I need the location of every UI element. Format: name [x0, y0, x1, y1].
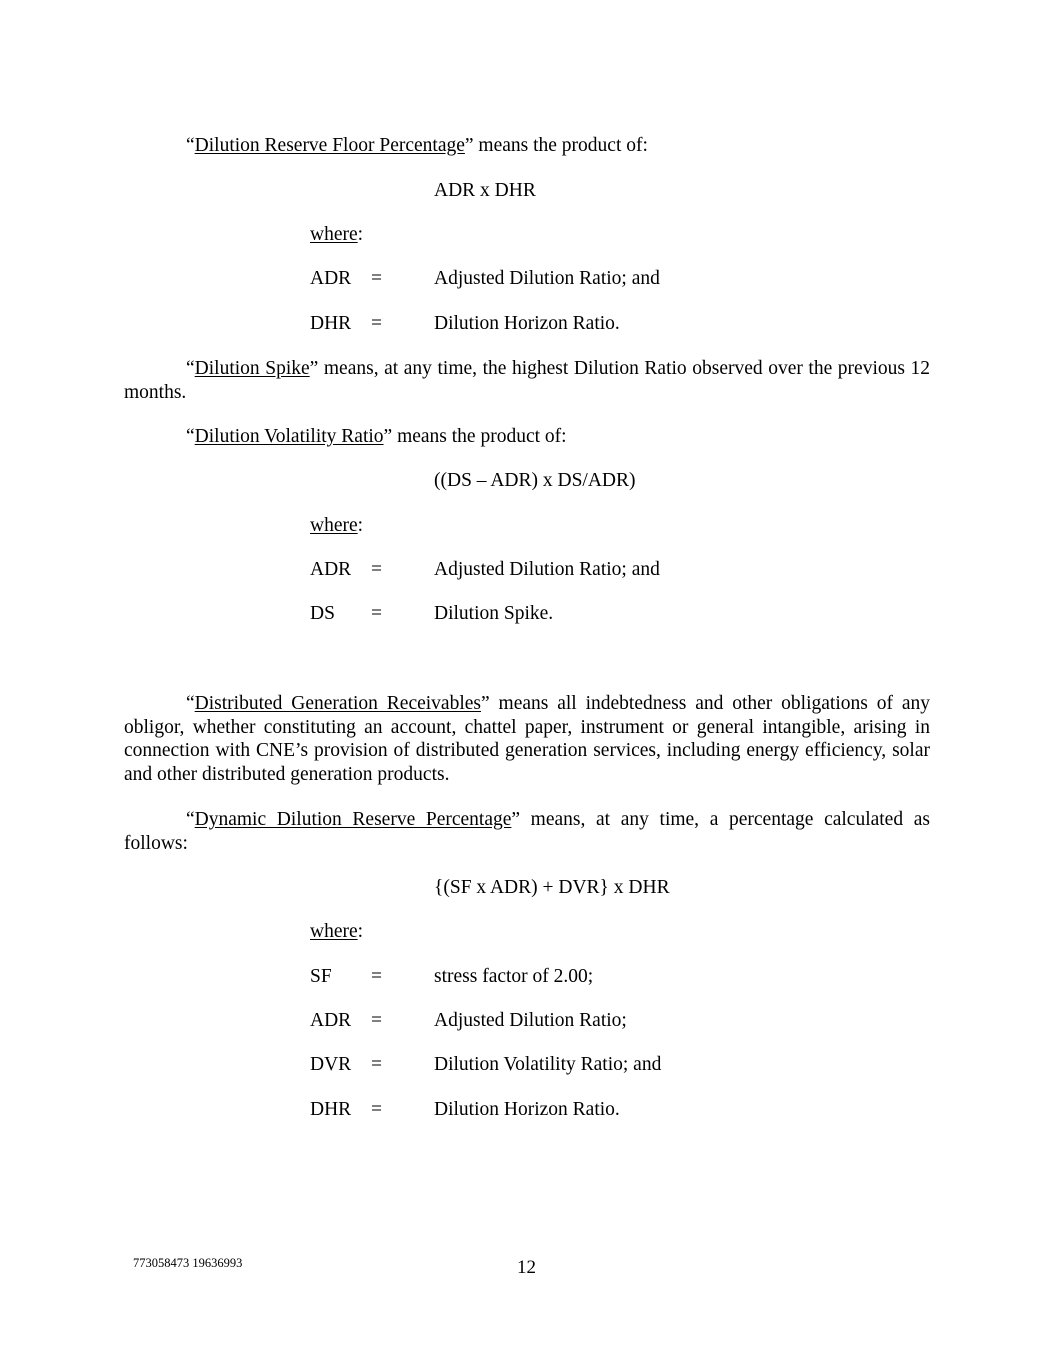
definition-dilution-volatility-ratio	[186, 425, 567, 449]
variable-symbol: DVR	[310, 1054, 352, 1075]
open-quote: “	[186, 135, 195, 156]
equals-sign: =	[371, 603, 382, 624]
document-id: 773058473 19636993	[133, 1256, 243, 1270]
formula-variable-row	[0, 558, 1055, 582]
defined-term: Dilution Spike	[194, 358, 310, 379]
definition-text: ” means, at any time, the highest Dilution Ratio observed over the previous 12 months.	[124, 358, 931, 403]
variable-symbol: ADR	[310, 1010, 352, 1031]
variable-symbol: DHR	[310, 1099, 352, 1120]
equals-sign: =	[371, 1054, 382, 1075]
formula-variable-row	[0, 312, 1055, 336]
open-quote: “	[186, 809, 195, 830]
where-label: where:	[310, 921, 364, 942]
variable-definition: Dilution Spike.	[434, 603, 554, 624]
formula: {(SF x ADR) + DVR} x DHR	[434, 877, 670, 898]
formula-variable-row	[0, 1098, 1055, 1122]
variable-definition: Adjusted Dilution Ratio; and	[434, 559, 660, 580]
definition-dilution-reserve-floor-percentage	[186, 134, 648, 158]
formula-variable-row	[0, 965, 1055, 989]
definition-dilution-spike	[124, 357, 930, 404]
variable-symbol: SF	[310, 966, 332, 987]
definition-text: ” means the product of:	[383, 426, 567, 447]
variable-definition: Adjusted Dilution Ratio;	[434, 1010, 627, 1031]
variable-definition: Adjusted Dilution Ratio; and	[434, 268, 660, 289]
where-label: where:	[310, 224, 364, 245]
equals-sign: =	[371, 1010, 382, 1031]
definition-distributed-generation-receivables	[124, 692, 930, 786]
definition-text: ” means the product of:	[464, 135, 648, 156]
formula: ((DS – ADR) x DS/ADR)	[434, 470, 636, 491]
formula-variable-row	[0, 267, 1055, 291]
defined-term: Dilution Reserve Floor Percentage	[194, 135, 465, 156]
definition-text: ” means, at any time, a percentage calculated as follows:	[124, 809, 930, 854]
open-quote: “	[186, 426, 195, 447]
page-number: 12	[517, 1257, 536, 1278]
equals-sign: =	[371, 313, 382, 334]
variable-definition: Dilution Horizon Ratio.	[434, 1099, 620, 1120]
variable-definition: Dilution Volatility Ratio; and	[434, 1054, 662, 1075]
variable-symbol: ADR	[310, 268, 352, 289]
open-quote: “	[186, 358, 195, 379]
where-label: where:	[310, 515, 364, 536]
formula-variable-row	[0, 1009, 1055, 1033]
equals-sign: =	[371, 268, 382, 289]
defined-term: Dilution Volatility Ratio	[194, 426, 384, 447]
formula-variable-row	[0, 602, 1055, 626]
defined-term: Dynamic Dilution Reserve Percentage	[194, 809, 512, 830]
defined-term: Distributed Generation Receivables	[194, 693, 481, 714]
variable-symbol: DHR	[310, 313, 352, 334]
equals-sign: =	[371, 966, 382, 987]
variable-definition: stress factor of 2.00;	[434, 966, 594, 987]
definition-text: ” means all indebtedness and other obligations of any obligor, whether constituting an account, chattel paper, instrument or general intangible, arising in connection with CNE’s provision of distributed generation services, including energy efficiency, solar and other distributed generation products.	[124, 693, 930, 785]
formula: ADR x DHR	[434, 180, 536, 201]
variable-symbol: ADR	[310, 559, 352, 580]
definition-dynamic-dilution-reserve-percentage	[124, 808, 930, 855]
equals-sign: =	[371, 1099, 382, 1120]
variable-definition: Dilution Horizon Ratio.	[434, 313, 620, 334]
formula-variable-row	[0, 1053, 1055, 1077]
variable-symbol: DS	[310, 603, 335, 624]
open-quote: “	[186, 693, 195, 714]
equals-sign: =	[371, 559, 382, 580]
